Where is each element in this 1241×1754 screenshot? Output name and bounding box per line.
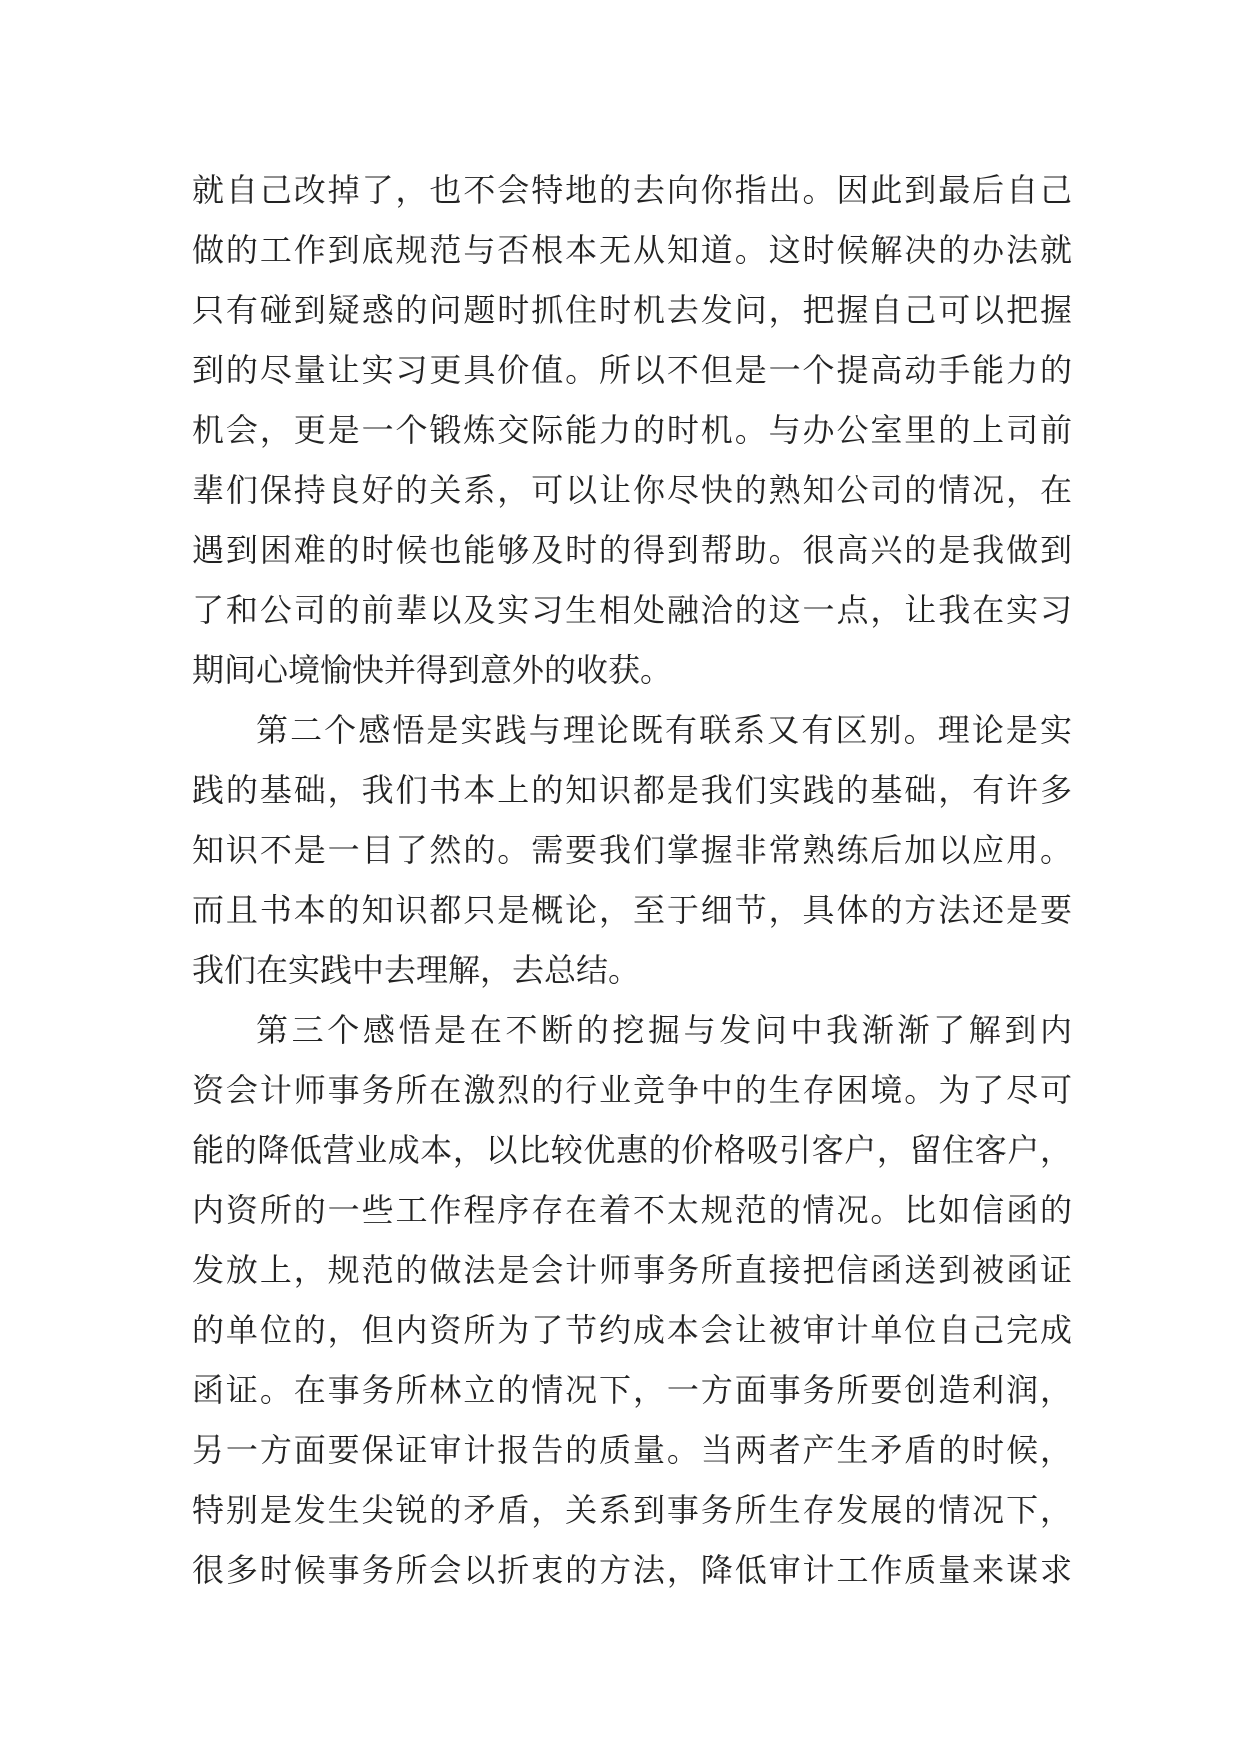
paragraph-first-line: 第二个感悟是实践与理论既有联系又有区别。理论是实 xyxy=(256,711,1072,749)
text-line: 遇到困难的时候也能够及时的得到帮助。很高兴的是我做到 xyxy=(192,531,1072,569)
text-line: 做的工作到底规范与否根本无从知道。这时候解决的办法就 xyxy=(192,231,1072,269)
text-line: 函证。在事务所林立的情况下，一方面事务所要创造利润， xyxy=(192,1371,1072,1409)
text-line: 到的尽量让实习更具价值。所以不但是一个提高动手能力的 xyxy=(192,351,1072,389)
text-line: 另一方面要保证审计报告的质量。当两者产生矛盾的时候， xyxy=(192,1431,1072,1469)
text-line: 很多时候事务所会以折衷的方法，降低审计工作质量来谋求 xyxy=(192,1551,1072,1589)
text-line: 而且书本的知识都只是概论，至于细节，具体的方法还是要 xyxy=(192,891,1072,929)
text-line: 辈们保持良好的关系，可以让你尽快的熟知公司的情况，在 xyxy=(192,471,1072,509)
text-line: 资会计师事务所在激烈的行业竞争中的生存困境。为了尽可 xyxy=(192,1071,1072,1109)
paragraph-first-line: 第三个感悟是在不断的挖掘与发问中我渐渐了解到内 xyxy=(256,1011,1072,1049)
text-line: 了和公司的前辈以及实习生相处融洽的这一点，让我在实习 xyxy=(192,591,1072,629)
text-line: 期间心境愉快并得到意外的收获。 xyxy=(192,651,673,689)
text-line: 知识不是一目了然的。需要我们掌握非常熟练后加以应用。 xyxy=(192,831,1072,869)
text-line: 就自己改掉了，也不会特地的去向你指出。因此到最后自己 xyxy=(192,171,1072,209)
text-line: 只有碰到疑惑的问题时抓住时机去发问，把握自己可以把握 xyxy=(192,291,1072,329)
text-line: 我们在实践中去理解，去总结。 xyxy=(192,951,641,989)
text-line: 机会，更是一个锻炼交际能力的时机。与办公室里的上司前 xyxy=(192,411,1072,449)
text-line: 的单位的，但内资所为了节约成本会让被审计单位自己完成 xyxy=(192,1311,1072,1349)
text-line: 内资所的一些工作程序存在着不太规范的情况。比如信函的 xyxy=(192,1191,1072,1229)
body-text xyxy=(192,160,1072,1600)
text-line: 能的降低营业成本，以比较优惠的价格吸引客户，留住客户， xyxy=(192,1131,1072,1169)
text-line: 践的基础，我们书本上的知识都是我们实践的基础，有许多 xyxy=(192,771,1072,809)
text-line: 发放上，规范的做法是会计师事务所直接把信函送到被函证 xyxy=(192,1251,1072,1289)
text-line: 特别是发生尖锐的矛盾，关系到事务所生存发展的情况下， xyxy=(192,1491,1072,1529)
